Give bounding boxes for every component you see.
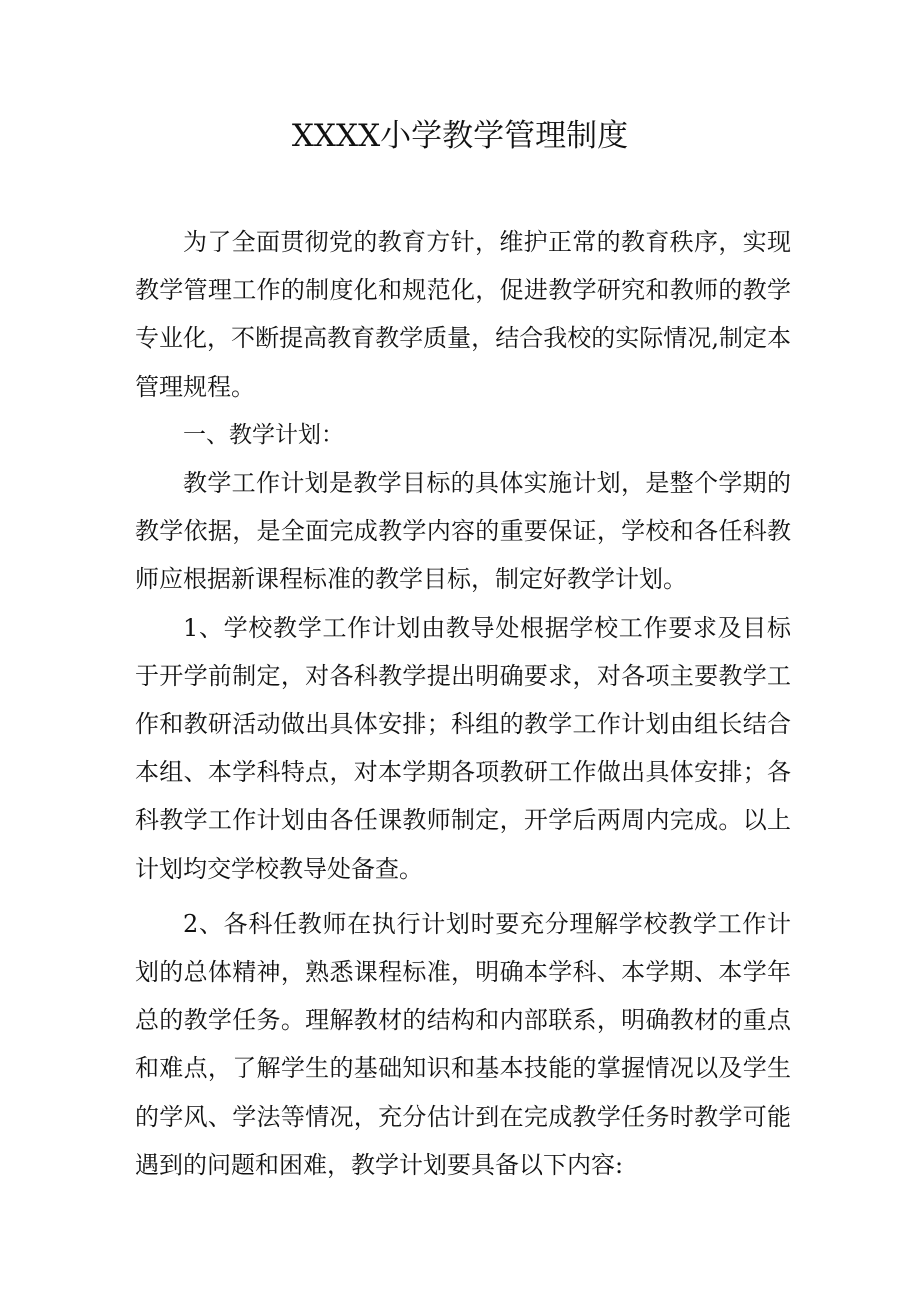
document-body	[135, 218, 791, 1189]
teaching-plan-paragraph: 教学工作计划是教学目标的具体实施计划，是整个学期的教学依据，是全面完成教学内容的重要保证，学校和各任科教师应根据新课程标准的教学目标，制定好教学计划。	[135, 469, 791, 594]
section-heading-teaching-plan: 一、教学计划：	[183, 421, 344, 448]
intro-paragraph: 为了全面贯彻党的教育方针，维护正常的教育秩序，实现教学管理工作的制度化和规范化，促进教学研究和教师的教学专业化，不断提高教育教学质量，结合我校的实际情况,制定本管理规程。	[135, 228, 791, 401]
item-1-paragraph: 1、学校教学工作计划由教导处根据学校工作要求及目标于开学前制定，对各科教学提出明确要求，对各项主要教学工作和教研活动做出具体安排；科组的教学工作计划由组长结合本组、本学科特点，对本学期各项教研工作做出具体安排；各科教学工作计划由各任课教师制定，开学后两周内完成。以上计划均交学校教导处备查。	[135, 613, 791, 883]
item-2-paragraph: 2、各科任教师在执行计划时要充分理解学校教学工作计划的总体精神，熟悉课程标准，明确本学科、本学期、本学年总的教学任务。理解教材的结构和内部联系，明确教材的重点和难点，了解学生的基础知识和基本技能的掌握情况以及学生的学风、学法等情况，充分估计到在完成教学任务时教学可能遇到的问题和困难，教学计划要具备以下内容:	[135, 909, 791, 1179]
document-title: XXXX小学教学管理制度	[291, 118, 629, 154]
